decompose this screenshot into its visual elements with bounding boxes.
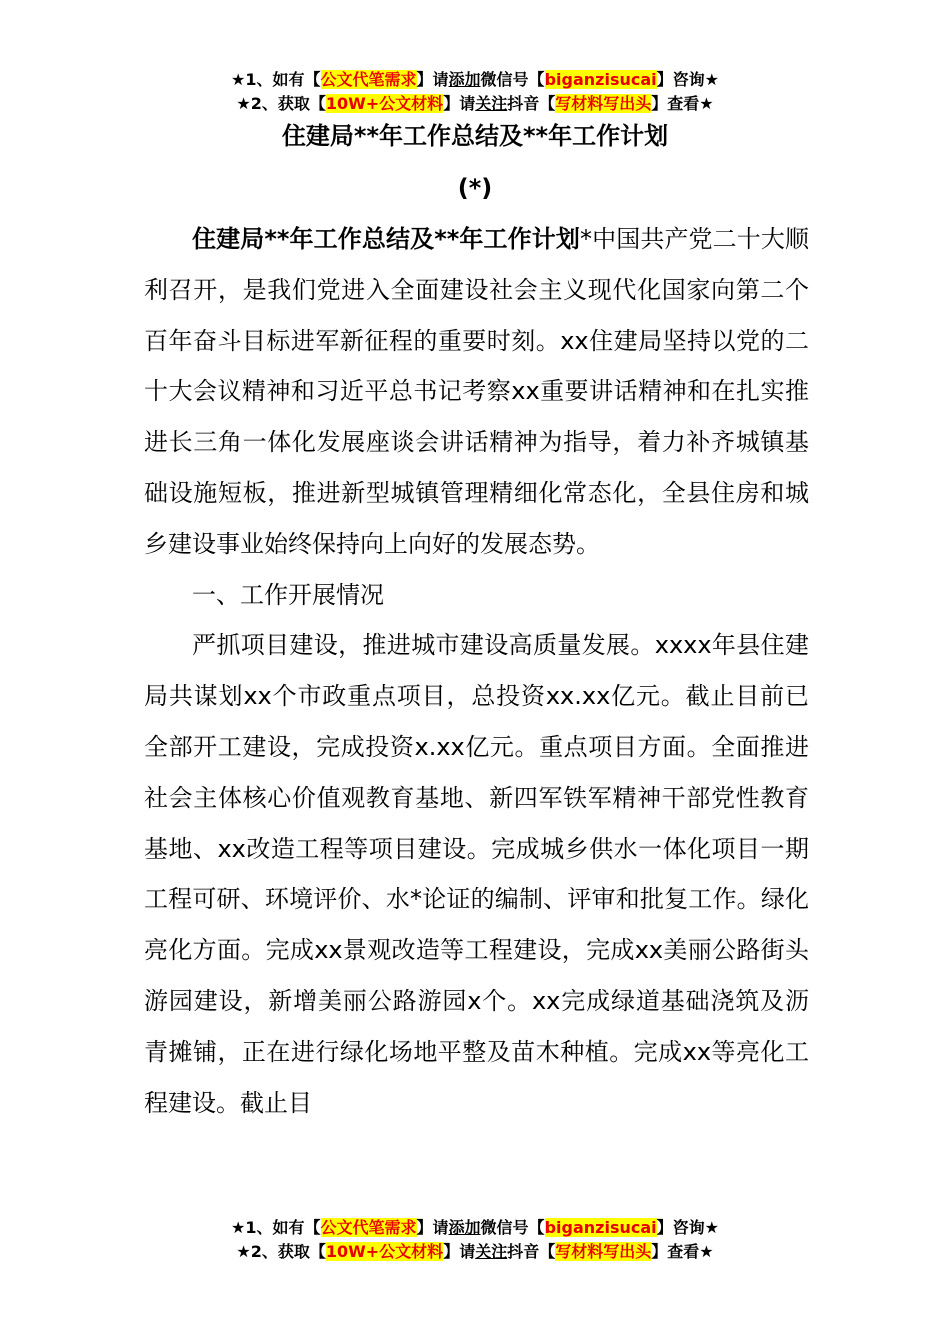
promo-highlight: 公文代笔需求 [320,1218,417,1237]
promo-underlined: 添加 [448,1218,481,1237]
promo-text: ★2、获取【 [236,94,326,113]
promo-text: 微信号【 [480,1218,545,1237]
promo-text: 】请 [443,94,476,113]
promo-line-1 [0,1216,950,1240]
promo-text: 】查看★ [651,94,714,113]
promo-text: ★1、如有【 [231,1218,321,1237]
paragraph-text: *中国共产党二十大顺利召开，是我们党进入全面建设社会主义现代化国家向第二个百年奋斗目标进军新征程的重要时刻。xx住建局坚持以党的二十大会议精神和习近平总书记考察xx重要讲话精神和在扎实推进长三角一体化发展座谈会讲话精神为指导，着力补齐城镇基础设施短板，推进新型城镇管理精细化常态化，全县住房和城乡建设事业始终保持向上向好的发展态势。 [144,225,810,558]
promo-text: 】咨询★ [656,1218,719,1237]
document-title: 住建局**年工作总结及**年工作计划 [281,122,669,150]
promo-text: ★2、获取【 [236,1242,326,1261]
promo-line-2 [0,1240,950,1264]
promo-text: 】请 [443,1242,476,1261]
body-paragraph [144,620,809,1128]
promo-highlight: 10W+公文材料 [325,94,444,113]
section-heading [144,570,809,621]
promo-text: 抖音【 [507,1242,556,1261]
promo-highlight: biganzisucai [544,70,657,89]
promo-text: 】咨询★ [656,70,719,89]
promo-highlight: 写材料写出头 [555,1242,652,1261]
promo-text: 微信号【 [480,70,545,89]
promo-text: 】请 [416,1218,449,1237]
promo-banner-top [0,68,950,116]
promo-line-2 [0,92,950,116]
promo-text: 抖音【 [507,94,556,113]
paragraph-text: 一、工作开展情况 [192,580,384,609]
promo-highlight: biganzisucai [544,1218,657,1237]
promo-text: ★1、如有【 [231,70,321,89]
promo-underlined: 关注 [475,94,508,113]
paragraph-text: 严抓项目建设，推进城市建设高质量发展。xxxx年县住建局共谋划xx个市政重点项目，总投资xx.xx亿元。截止目前已全部开工建设，完成投资x.xx亿元。重点项目方面。全面推进社会主体核心价值观教育基地、新四军铁军精神干部党性教育基地、xx改造工程等项目建设。完成城乡供水一体化项目一期工程可研、环境评价、水*论证的编制、评审和批复工作。绿化亮化方面。完成xx景观改造等工程建设，完成xx美丽公路街头游园建设，新增美丽公路游园x个。xx完成绿道基础浇筑及沥青摊铺，正在进行绿化场地平整及苗木种植。完成xx等亮化工程建设。截止目 [144,631,809,1117]
document-body [144,214,809,1128]
promo-underlined: 添加 [448,70,481,89]
promo-line-1 [0,68,950,92]
promo-text: 】请 [416,70,449,89]
promo-banner-bottom [0,1216,950,1264]
promo-highlight: 10W+公文材料 [325,1242,444,1261]
promo-underlined: 关注 [475,1242,508,1261]
body-paragraph [144,214,809,570]
paragraph-lead: 住建局**年工作总结及**年工作计划 [192,225,580,253]
promo-text: 】查看★ [651,1242,714,1261]
document-subtitle: (*) [457,174,493,202]
promo-highlight: 公文代笔需求 [320,70,417,89]
promo-highlight: 写材料写出头 [555,94,652,113]
